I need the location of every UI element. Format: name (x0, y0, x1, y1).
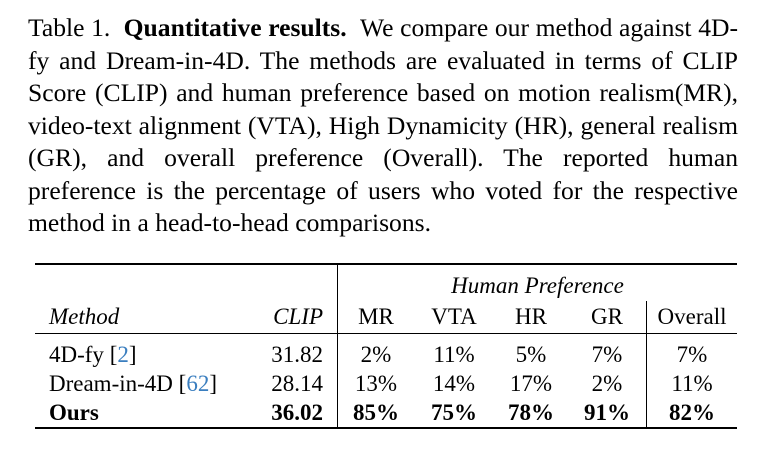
col-vta-header: VTA (414, 301, 494, 334)
col-gr-header: GR (568, 301, 647, 334)
mr-cell: 13% (338, 369, 415, 398)
table-row (35, 334, 737, 370)
method-name: Dream-in-4D (49, 370, 173, 396)
clip-cell: 28.14 (271, 370, 323, 396)
overall-cell: 7% (647, 334, 738, 370)
gr-cell: 2% (591, 370, 623, 396)
col-overall-header: Overall (647, 301, 738, 334)
method-cell: Ours (35, 398, 259, 428)
caption-title: Quantitative results. (123, 13, 347, 42)
header-row (35, 301, 737, 334)
results-table (35, 263, 737, 429)
clip-cell: 36.02 (259, 398, 338, 428)
results-table-container (35, 263, 737, 429)
citation-link[interactable]: 62 (186, 370, 210, 396)
table-row (35, 369, 737, 398)
mr-cell: 2% (338, 334, 415, 370)
col-mr-header: MR (338, 301, 415, 334)
citation-link[interactable]: 2 (117, 341, 129, 367)
table-caption (28, 12, 738, 240)
human-preference-header: Human Preference (338, 264, 738, 301)
method-cell: Dream-in-4D [62] (49, 370, 217, 396)
hr-cell: 17% (509, 370, 553, 396)
clip-cell: 31.82 (271, 341, 323, 367)
overall-cell: 11% (647, 369, 738, 398)
header-group-row (35, 264, 737, 301)
hr-cell: 78% (494, 398, 568, 428)
table-row (35, 398, 737, 428)
vta-cell: 75% (414, 398, 494, 428)
gr-cell: 7% (591, 341, 623, 367)
overall-cell: 82% (647, 398, 738, 428)
method-cell: 4D-fy [2] (49, 341, 137, 367)
mr-cell: 85% (338, 398, 415, 428)
col-clip-header: CLIP (259, 301, 338, 334)
hr-cell: 5% (515, 341, 547, 367)
vta-cell: 14% (432, 370, 476, 396)
caption-label: Table 1. (28, 13, 111, 42)
vta-cell: 11% (433, 341, 475, 367)
gr-cell: 91% (568, 398, 647, 428)
caption-text: We compare our method against 4D-fy and Dream-in-4D. The methods are evaluated in terms of CLIP Score (CLIP) and human preference based on motion realism(MR), video-text alignment (VTA), High Dynamicity (HR), general realism (GR), and overall preference (Overall). The reported human preference is the percentage of users who voted for the respective method in a head-to-head comparisons. (28, 13, 738, 237)
method-name: 4D-fy (49, 341, 104, 367)
col-method-header: Method (35, 301, 259, 334)
col-hr-header: HR (494, 301, 568, 334)
